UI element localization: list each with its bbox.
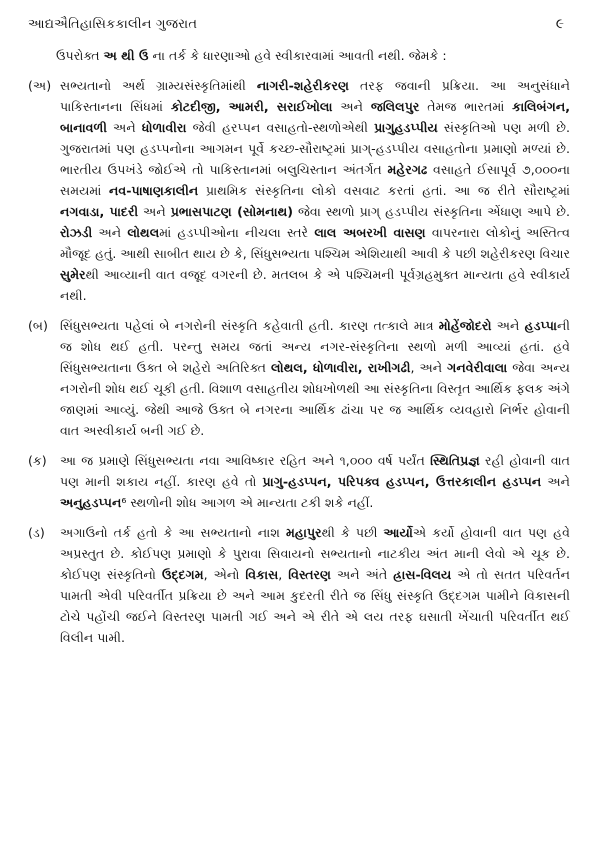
text-run: સભ્યતાનો અર્થ ગ્રામ્યસંસ્કૃતિમાંથી	[60, 78, 257, 93]
bold-term: જલિલપુર	[370, 99, 420, 114]
bold-term: અ થી ઉ	[103, 48, 149, 63]
bold-term: પ્રાગુહડપ્પીય	[374, 120, 438, 135]
text-run: ના તર્ક કે ધારણાઓ હવે સ્વીકારવામાં આવતી નથી. જેમકે :	[148, 48, 447, 63]
bold-term: કાલિબંગન, બાનાવળી	[60, 99, 570, 135]
text-run: ⁶ સ્થળોની શોધ આગળ એ માન્યતા ટકી શકે નહીં.	[121, 495, 374, 510]
text-run: વાપરનારા લોકોનું અસ્તિત્વ મૌજૂદ હતું. આથી સાબીત થાય છે કે, સિંધુસભ્યતા પશ્ચિમ એશિયાથી આવી કે પછી શહેરીકરણ વિચાર	[60, 225, 570, 261]
text-run: જેવા અન્ય નગરોની શોધ થઈ ચૂકી હતી. વિશાળ વસાહતીય શોધખોળથી આ સંસ્કૃતિના વિસ્તૃત આર્થિક ફલક અંગે જાણમાં આવ્યું. જેથી આજે ઉક્ત બે નગરના આર્થિક ઢાંચા પર જ આર્થિક વ્યવહારો નિર્ભર હોવાની વાત અસ્વીકાર્ય બની ગઈ છે.	[60, 360, 570, 438]
text-run: અને	[92, 225, 128, 240]
text-run: અને	[541, 474, 570, 489]
bold-term: મહાપુર	[286, 525, 322, 540]
bold-term: પ્રભાસપાટણ (સોમનાથ)	[170, 204, 294, 219]
text-run: જેવા સ્થળો પ્રાગ્ હડપ્પીય સંસ્કૃતિના એંધાણ આપે છે.	[293, 204, 570, 219]
text-run: થી કે પછી	[321, 525, 384, 540]
text-run: ની જ શોધ થઈ હતી. પરન્તુ સમય જતાં અન્ય નગર-સંસ્કૃતિના સ્થળો મળી આવ્યાં હતાં. હવે સિંધુસભ્યતાના ઉક્ત બે શહેરો અતિરિક્ત	[60, 318, 570, 375]
section-marker: (અ)	[28, 78, 52, 93]
text-run: એ તો સતત પરિવર્તન પામતી એવી પરિવર્તીત પ્રક્રિયા છે અને આમ કુદરતી રીતે જ સિંધુ સંસ્કૃતિ ઉદ્દગમ પામીને વિકાસની ટોચે પહોંચી જઈને વિસ્તરણ પામતી ગઈ અને એ રીતે એ લય તરફ ઘસાતી ખેંચાતી પરિવર્તીત થઈ વિલીન પામી.	[60, 567, 570, 645]
section-d	[28, 522, 570, 648]
bold-term: પ્રાગુ-હડપ્પન, પરિપક્વ હડપ્પન, ઉત્તરકાલીન હડપ્પન	[262, 474, 542, 489]
text-run: સંસ્કૃતિઓ પણ મળી છે. ગુજરાતમાં પણ હડપ્પનોના આગમન પૂર્વે કચ્છ-સૌરાષ્ટ્રમાં પ્રાગ્-હડપ્પીય વસાહતોના પ્રમાણો મળ્યાં છે. ભારતીય ઉપખંડે જોઈએ તો પાકિસ્તાનમાં બલુચિસ્તાન અંતર્ગત	[60, 120, 570, 177]
bold-term: મહેરગઢ	[387, 162, 428, 177]
bold-term: સુમેર	[60, 267, 86, 282]
text-run: અને	[332, 99, 371, 114]
bold-term: ગનવેરીવાલા	[447, 360, 508, 375]
bold-term: અનુહડપ્પન	[60, 495, 122, 510]
text-run: અને	[106, 120, 142, 135]
text-run: અગાઉનો તર્ક હતો કે આ સભ્યતાનો નાશ	[60, 525, 287, 540]
text-run: ,	[278, 567, 289, 582]
text-run: એ કર્યો હોવાની વાત પણ હવે અપ્રસ્તુત છે. કોઈપણ પ્રમાણો કે પુરાવા સિવાયનો સભ્યતાનો નાટકીય અંત માની લેવો એ ચૂક છે. કોઈપણ સંસ્કૃતિનો	[60, 525, 570, 582]
section-marker: (બ)	[28, 318, 48, 333]
section-b	[28, 315, 570, 441]
section-body	[60, 75, 570, 306]
text-run: અને અંતે	[331, 567, 394, 582]
text-run: અને	[138, 204, 171, 219]
bold-term: મોહેંજોદરો	[438, 318, 492, 333]
text-run: રહી હોવાની વાત પણ માની શકાય નહીં. કારણ હવે તો	[60, 453, 570, 489]
bold-term: સ્થિતિપ્રજ્ઞ	[430, 453, 480, 468]
text-run: વસાહતે ઈસાપૂર્વ ૭,૦૦૦ના સમયમાં	[60, 162, 570, 198]
text-run: અને	[491, 318, 525, 333]
bold-term: ધોળાવીરા	[141, 120, 187, 135]
page-number: ૯	[555, 16, 564, 32]
bold-term: કોટદીજી, આમરી, સરાઈખોલા	[170, 99, 333, 114]
bold-term: નગવાડા, પાદરી	[60, 204, 139, 219]
text-run: માં હડપ્પીઓના નીચલા સ્તરે	[159, 225, 315, 240]
bold-term: લોથલ, ધોળાવીરા, રાખીગઢી	[271, 360, 411, 375]
section-c	[28, 450, 570, 513]
bold-term: હડપ્પા	[524, 318, 558, 333]
text-run: થી આવ્યાની વાત વજૂદ વગરની છે. મતલબ કે એ પશ્ચિમની પૂર્વગ્રહમુક્ત માન્યતા હવે સ્વીકાર્ય નથી.	[60, 267, 570, 303]
bold-term: આર્યો	[383, 525, 413, 540]
bold-term: નવ-પાષાણકાલીન	[108, 183, 199, 198]
running-head: આદ્યઐતિહાસિકકાલીન ગુજરાત	[28, 17, 198, 32]
bold-term: વિસ્તરણ	[288, 567, 332, 582]
text-run: , અને	[410, 360, 448, 375]
text-run: , એનો	[203, 567, 246, 582]
section-body	[60, 522, 570, 648]
bold-term: ઉદ્દગમ	[161, 567, 204, 582]
text-run: તરફ જવાની પ્રક્રિયા. આ અનુસંધાને પાકિસ્તાનના સિંધમાં	[60, 78, 570, 114]
section-a	[28, 75, 570, 306]
bold-term: લાલ અબરખી વાસણ	[314, 225, 426, 240]
text-run: સિંધુસભ્યતા પહેલાં બે નગરોની સંસ્કૃતિ કહેવાતી હતી. કારણ તત્કાલે માત્ર	[60, 318, 439, 333]
section-body	[60, 315, 570, 441]
bold-term: હ્રાસ-વિલય	[393, 567, 452, 582]
bold-term: લોથલ	[127, 225, 160, 240]
text-run: આ જ પ્રમાણે સિંધુસભ્યતા નવા આવિષ્કાર રહિત અને ૧,૦૦૦ વર્ષ પર્યંત	[60, 453, 431, 468]
section-marker: (ડ)	[28, 525, 45, 540]
section-body	[60, 450, 570, 513]
bold-term: રોઝડી	[60, 225, 93, 240]
bold-term: વિકાસ	[245, 567, 279, 582]
page-header	[28, 0, 570, 32]
text-run: જેવી હરપ્પન વસાહતો-સ્થળોએથી	[186, 120, 375, 135]
text-run: ઉપરોક્ત	[56, 48, 104, 63]
text-run: તેમજ ભારતમાં	[419, 99, 513, 114]
bold-term: નાગરી-શહેરીકરણ	[256, 78, 350, 93]
intro-paragraph	[56, 46, 570, 66]
section-marker: (ક)	[28, 453, 47, 468]
text-run: પ્રાથમિક સંસ્કૃતિના લોકો વસવાટ કરતાં હતાં. આ જ રીતે સૌરાષ્ટ્રમાં	[198, 183, 570, 198]
